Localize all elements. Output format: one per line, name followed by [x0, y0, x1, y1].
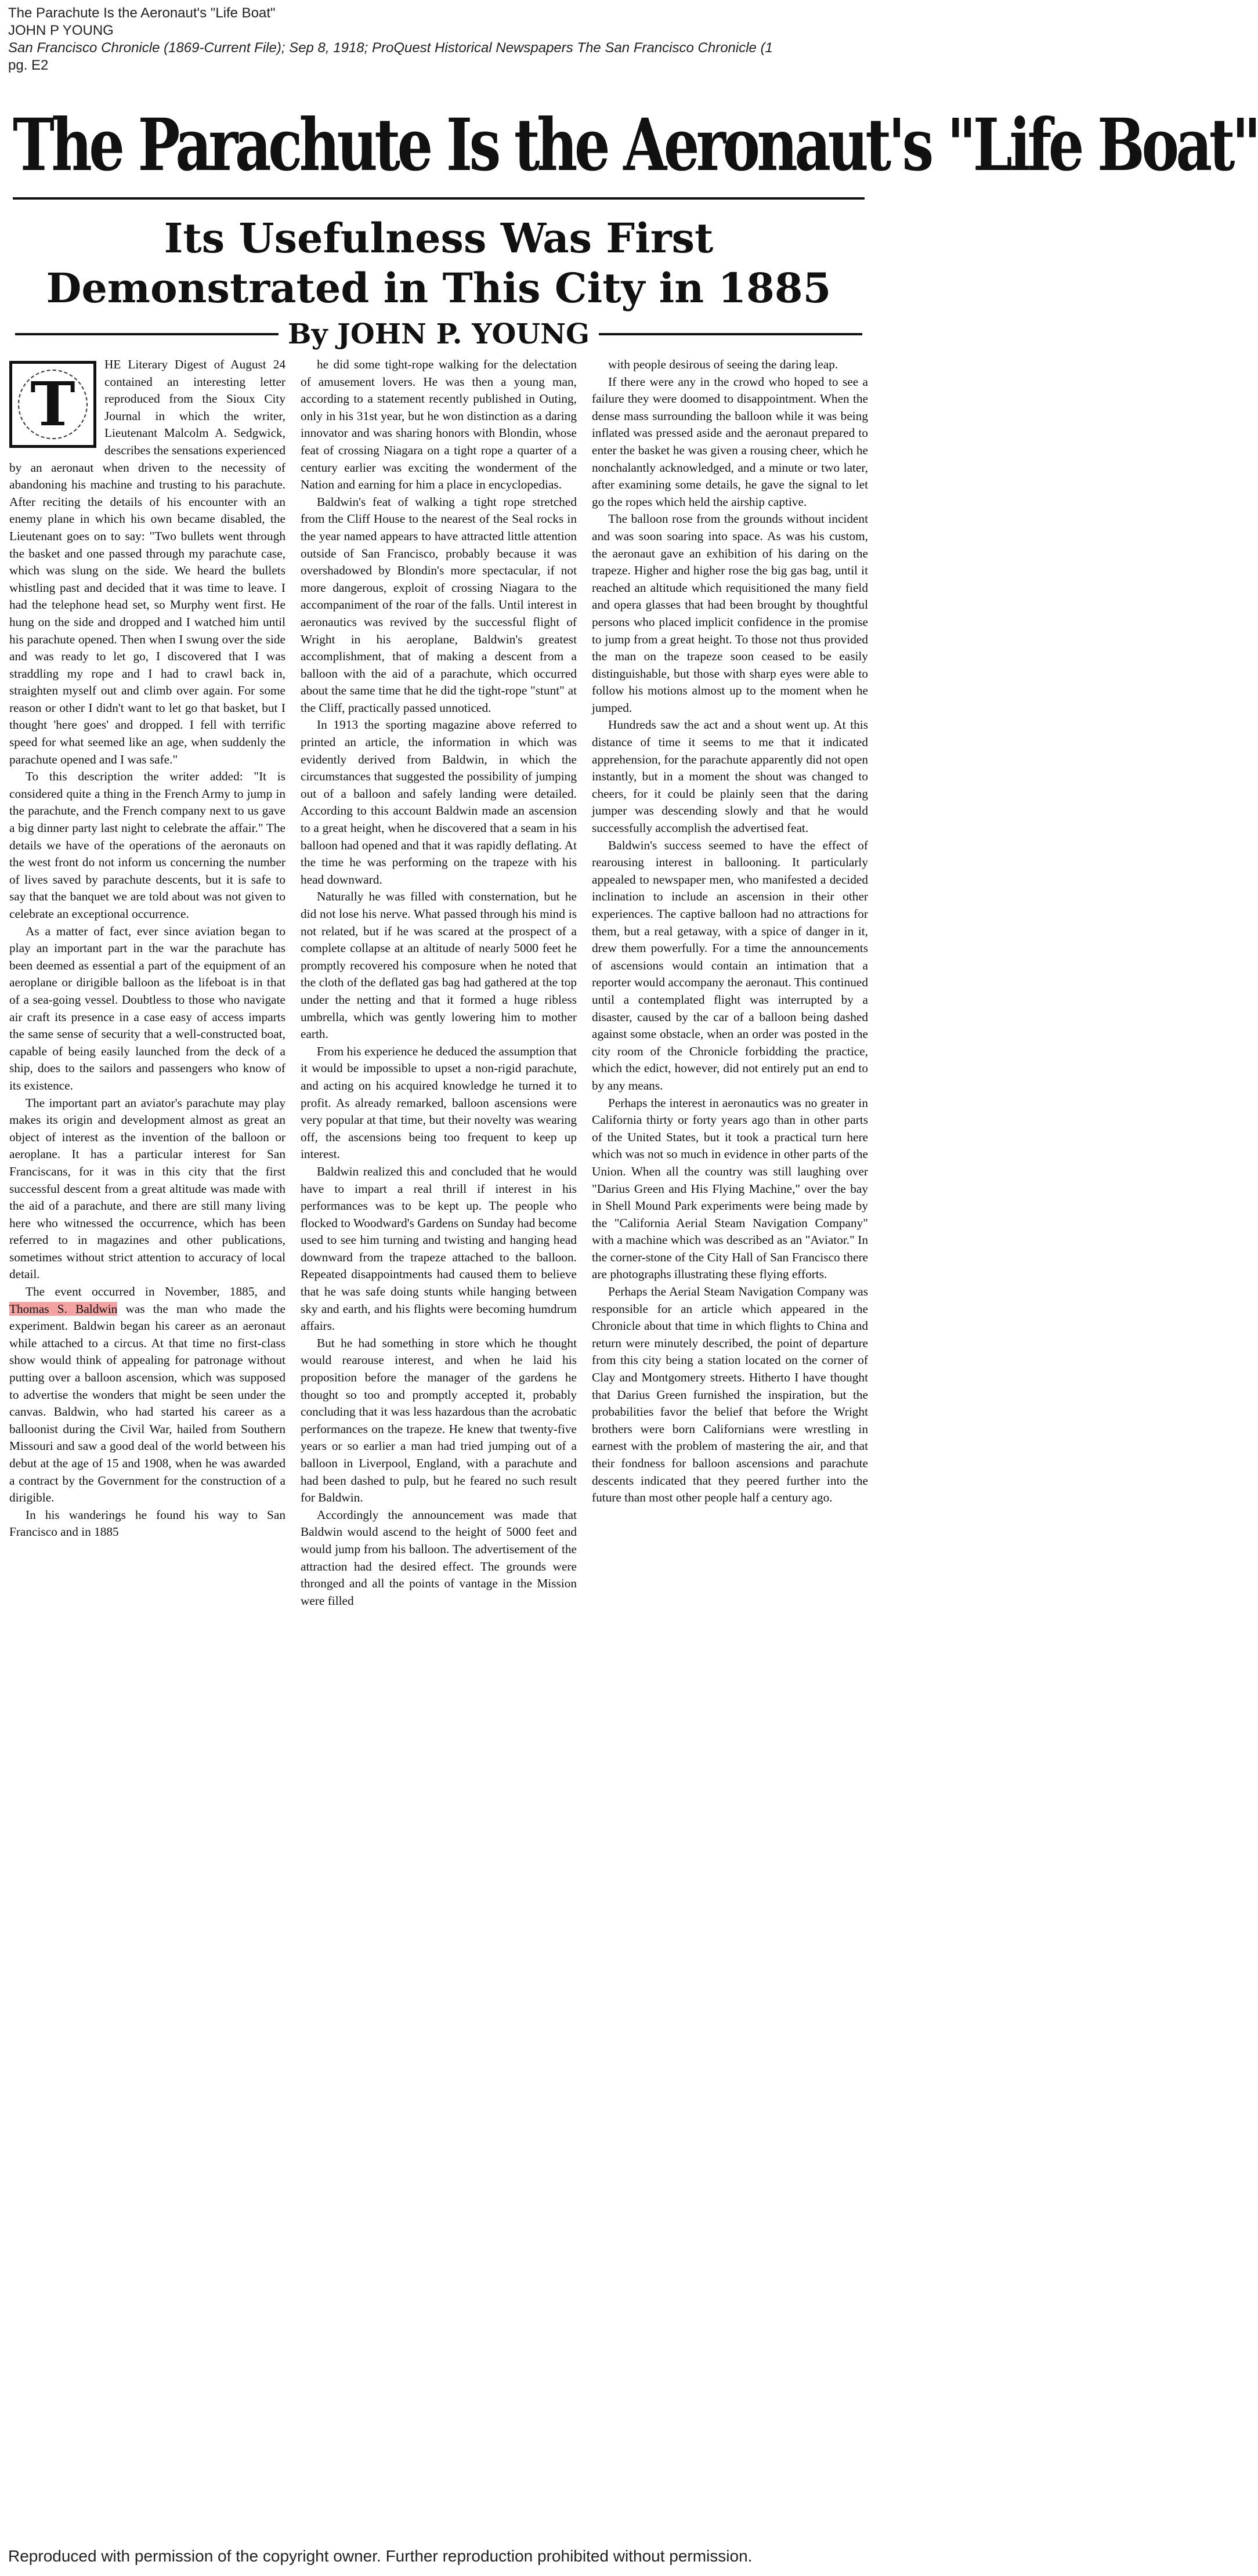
citation-source: San Francisco Chronicle (1869-Current File); Sep 8, 1918; ProQuest Historical Newspapers The San Francisco Chronicle (1 [8, 40, 773, 56]
article-columns [5, 356, 873, 1609]
article-paragraph: Baldwin realized this and concluded that he would have to impart a real thrill if interest in his performances was to be kept up. The people who flocked to Woodward's Gardens on Sunday had become used to see him turning and twisting and hanging head downward from the trapeze attached to the balloon. Repeated disappointments had caused them to believe that he was safe doing stunts while hanging between sky and earth, and his flights were becoming humdrum affairs. [301, 1164, 577, 1333]
article-paragraph: To this description the writer added: "It is considered quite a thing in the French Army to jump in the parachute, and the French company next to us gave a big dinner party last night to celebrate the affair." The details we have of the operations of the aeronauts on the west front do not inform us concerning the number of lives saved by parachute descents, but it is safe to say that the banquet we are told about was not given to celebrate an exceptional occurrence. [9, 769, 285, 921]
article-paragraph: From his experience he deduced the assumption that it would be impossible to upset a non-rigid parachute, and acting on his acquired knowledge he turned it to profit. As already remarked, balloon ascensions were very popular at that time, but their novelty was wearing off, the ascensions being too frequent to keep up interest. [301, 1044, 577, 1162]
copyright-notice: Reproduced with permission of the copyright owner. Further reproduction prohibited without permission. [8, 2547, 753, 2565]
article-paragraph: with people desirous of seeing the daring leap. [608, 357, 838, 371]
byline-row [15, 318, 862, 350]
column-2 [301, 356, 577, 1609]
article-paragraph: Baldwin's success seemed to have the effect of rearousing interest in ballooning. It particularly appealed to newspaper men, who manifested a decided inclination to include an ascension in their other experiences. The captive balloon had no attractions for them, but a real getaway, with a spice of danger in it, drew them powerfully. For a time the announcements of ascensions would contain an intimation that a reporter would accompany the aeronaut. This continued until a contemplated flight was interrupted by a disaster, caused by the car of a balloon being dashed against some obstacle, when an order was posted in the city room of the Chronicle forbidding the practice, which the edict, however, did not entirely put an end to by any means. [592, 838, 868, 1092]
headline: The Parachute Is the Aeronaut's "Life Boat" [13, 103, 1258, 187]
newspaper-clipping [5, 102, 1258, 2516]
article-paragraph: Baldwin's feat of walking a tight rope stretched from the Cliff House to the nearest of the Seal rocks in the year named appears to have attracted little attention outside of San Francisco, probably because it was overshadowed by Blondin's more spectacular, if not more dangerous, exploit of crossing Niagara to the accompaniment of the roar of the falls. Until interest in aeronautics was revived by the successful flight of Wright in his aeroplane, Baldwin's greatest accomplishment, that of making a descent from a balloon with the aid of a parachute, which occurred about the same time that he did the tight-rope "stunt" at the Cliff, practically passed unnoticed. [301, 494, 577, 715]
citation-page: pg. E2 [8, 57, 49, 73]
byline: By JOHN P. YOUNG [288, 318, 590, 350]
headline-rule [13, 197, 865, 200]
article-paragraph: The balloon rose from the grounds without incident and was soon soaring into space. As was his custom, the aeronaut gave an exhibition of his daring on the trapeze. Higher and higher rose the big gas bag, until it reached an altitude which requisitioned the many field and opera glasses that had been brought by thoughtful persons who placed implicit confidence in the promise to jump from a great height. To those not thus provided the man on the trapeze soon ceased to be easily distinguishable, but those with sharp eyes were able to follow his motions almost up to the moment when he jumped. [592, 512, 868, 715]
article-paragraph: Accordingly the announcement was made that Baldwin would ascend to the height of 5000 feet and would jump from his balloon. The advertisement of the attraction had the desired effect. The grounds were thronged and all the points of vantage in the Mission were filled [301, 1507, 577, 1608]
article-paragraph: Naturally he was filled with consternation, but he did not lose his nerve. What passed through his mind is not related, but if he was scared at the prospect of a complete collapse at an altitude of nearly 5000 feet he promptly recovered his composure when he noted that the cloth of the deflated gas bag had gathered at the top under the netting and that it formed a huge ribless umbrella, which was gently lowering him to mother earth. [301, 889, 577, 1041]
byline-rule-left [15, 333, 279, 335]
article-paragraph: Perhaps the interest in aeronautics was no greater in California thirty or forty years ago than in other parts of the United States, but it took a practical turn here which was not so much in evidence in other parts of the Union. When all the country was still laughing over "Darius Green and His Flying Machine," over the bay in Shell Mound Park experiments were being made by the "California Aerial Steam Navigation Company" with a machine which was described as an "Aviator." In the corner-stone of the City Hall of San Francisco there are photographs illustrating these flying efforts. [592, 1095, 868, 1282]
article-paragraph: The event occurred in November, 1885, and Thomas S. Baldwin was the man who made the experiment. Baldwin began his career as an aeronaut while attached to a circus. At that time no first-class show would think of appealing for patronage without putting over a balloon ascension, which was supposed to advertise the wonders that might be seen under the canvas. Baldwin, who had started his career as a balloonist during the Civil War, hailed from Southern Missouri and saw a good deal of the world between his debut at the age of 15 and 1908, when he was awarded a contract by the Government for the construction of a dirigible. [9, 1285, 285, 1505]
article-paragraph: In his wanderings he found his way to San Francisco and in 1885 [9, 1507, 285, 1539]
citation-author: JOHN P YOUNG [8, 23, 114, 38]
article-paragraph: Perhaps the Aerial Steam Navigation Company was responsible for an article which appeared in the Chronicle about that time in which flights to China and return were minutely described, the point of departure from this city being a station located on the corner of Clay and Montgomery streets. Hitherto I have thought that Darius Green furnished the inspiration, but the probabilities favor the belief that before the Wright brothers were born Californians were wrestling in earnest with the problem of mastering the air, and that their fondness for balloon ascensions and parachute descents indicated that they peered further into the future than most other people half a century ago. [592, 1285, 868, 1505]
article-paragraph: In 1913 the sporting magazine above referred to printed an article, the information in which was evidently derived from Baldwin, in which the circumstances that suggested the possibility of jumping out of a balloon and safely landing were detailed. According to this account Baldwin made an ascension to a great height, when he discovered that a seam in his balloon had opened and that it was rapidly deflating. At the time he was performing on the trapeze with his head downward. [301, 718, 577, 887]
article-paragraph: As a matter of fact, ever since aviation began to play an important part in the war the parachute has been deemed as essential a part of the equipment of an aeroplane or dirigible balloon as the lifeboat is in that of a sea-going vessel. Doubtless to those who navigate air craft its presence in a case easy of access imparts the same sense of security that a well-constructed boat, capable of being easily launched from the deck of a ship, does to the sailors and passengers who know of its existence. [9, 924, 285, 1092]
search-highlight: Thomas S. Baldwin [9, 1301, 118, 1316]
dropcap [9, 361, 96, 448]
article-paragraph: If there were any in the crowd who hoped to see a failure they were doomed to disappointment. When the dense mass surrounding the balloon while it was being inflated was pressed aside and the aeronaut prepared to enter the basket he was given a rousing cheer, which he nonchalantly acknowledged, and a minute or two later, after examining some details, he gave the signal to let go the ropes which held the airship captive. [592, 374, 868, 509]
column-3 [592, 356, 868, 1609]
article-paragraph: HE Literary Digest of August 24 contained an interesting letter reproduced from the Sioux City Journal in which the writer, Lieutenant Malcolm A. Sedgwick, describes the sensations experienced by an aeronaut when driven to the necessity of abandoning his machine and trusting to his parachute. After reciting the details of his encounter with an enemy plane in which his own became disabled, the Lieutenant goes on to say: "Two bullets went through the basket and one passed through my parachute case, which was slung on the side. We heard the bullets whistling past and decided that it was time to leave. I had the telephone head set, so Murphy went first. He hung on the side and dropped and I watched him until his parachute opened. Then when I swung over the side and was ready to let go, I discovered that I was straddling my rope and I had to crawl back in, straighten myself out and climb over again. For some reason or other I didn't want to let go that basket, but I thought 'here goes' and dropped. I fell with terrific speed for what seemed like an age, when suddenly the parachute opened and I was safe." [9, 357, 285, 766]
article-paragraph: Hundreds saw the act and a shout went up. At this distance of time it seems to me that it indicated apprehension, for the parachute apparently did not open instantly, but in a moment the shout was changed to cheers, for it could be plainly seen that the daring jumper was descending slowly and that he would successfully accomplish the advertised feat. [592, 718, 868, 835]
article-paragraph: The important part an aviator's parachute may play makes its origin and development almost as great an object of interest as the invention of the balloon or aeroplane. It has a particular interest for San Franciscans, for it was in this city that the first successful descent from a great altitude was made with the aid of a parachute, and there are still many living here who witnessed the occurrence, which has been referred to in magazines and other publications, sometimes without strict attention to accuracy of local detail. [9, 1095, 285, 1282]
subheadline: Its Usefulness Was First Demonstrated in This City in 1885 [46, 214, 832, 312]
dropcap-letter: T [30, 368, 75, 440]
column-1 [9, 356, 285, 1609]
article-paragraph: But he had something in store which he thought would rearouse interest, and when he laid his proposition before the manager of the gardens he thought so too and promptly accepted it, probably concluding that it was less hazardous than the acrobatic performances on the trapeze. He knew that twenty-five years or so earlier a man had tried jumping out of a balloon in Liverpool, England, with a parachute and had been dashed to pulp, but he feared no such result for Baldwin. [301, 1336, 577, 1505]
article-paragraph: he did some tight-rope walking for the delectation of amusement lovers. He was then a young man, according to a statement recently published in Outing, only in his 31st year, but he won distinction as a daring innovator and was sharing honors with Blondin, whose feat of crossing Niagara on a tight rope a quarter of a century earlier was exciting the wonderment of the Nation and earning for him a place in encyclopedias. [301, 357, 577, 492]
citation-title: The Parachute Is the Aeronaut's "Life Boat" [8, 5, 276, 21]
citation-header [8, 5, 867, 74]
byline-rule-right [599, 333, 862, 335]
